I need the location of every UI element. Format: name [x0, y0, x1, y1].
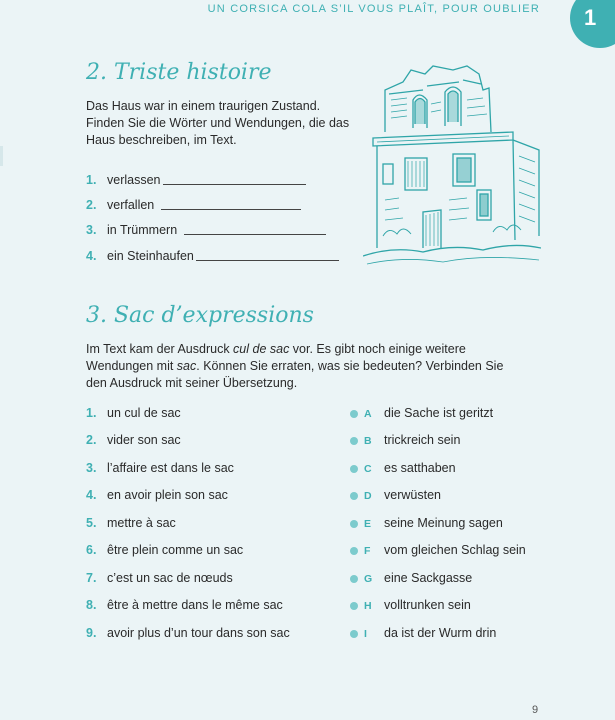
answer-blank[interactable]	[184, 234, 326, 235]
translation-letter: B	[364, 435, 372, 447]
expression-text: mettre à sac	[107, 516, 176, 530]
expression-text: l’affaire est dans le sac	[107, 461, 234, 475]
item-number: 9.	[86, 626, 97, 640]
section2-instruction: Das Haus war in einem traurigen Zustand. Finden Sie die Wörter und Wendungen, die das Haus beschreiben, im Text.	[86, 99, 350, 147]
bullet-dot[interactable]	[350, 410, 358, 418]
item-number: 1.	[86, 173, 97, 187]
expression-text: en avoir plein son sac	[107, 488, 228, 502]
translation-letter: G	[364, 573, 373, 585]
bullet-dot[interactable]	[350, 437, 358, 445]
expression-text: un cul de sac	[107, 406, 181, 420]
page-edge-mark	[0, 146, 3, 166]
translation-text: seine Meinung sagen	[384, 516, 503, 530]
instruction-emphasis: cul de sac	[233, 342, 290, 356]
bullet-dot[interactable]	[350, 547, 358, 555]
expression-text: être plein comme un sac	[107, 543, 244, 557]
translation-letter: E	[364, 518, 372, 530]
item-number: 5.	[86, 516, 97, 530]
translation-text: vom gleichen Schlag sein	[384, 543, 526, 557]
item-number: 4.	[86, 249, 97, 263]
chapter-number: 1	[584, 5, 597, 30]
translation-text: trickreich sein	[384, 433, 461, 447]
translation-letter: C	[364, 463, 372, 475]
expression-text: c’est un sac de nœuds	[107, 571, 233, 585]
instruction-text: Im Text kam der Ausdruck	[86, 342, 234, 356]
translation-letter: D	[364, 490, 372, 502]
translation-letter: I	[364, 628, 367, 640]
bullet-dot[interactable]	[350, 630, 358, 638]
translation-letter: A	[364, 408, 372, 420]
item-number: 3.	[86, 461, 97, 475]
item-text: verfallen	[107, 198, 155, 212]
item-number: 2.	[86, 433, 97, 447]
item-number: 2.	[86, 198, 97, 212]
page-number: 9	[532, 704, 539, 716]
translation-text: eine Sackgasse	[384, 571, 473, 585]
item-text: ein Steinhaufen	[107, 249, 194, 263]
expression-text: être à mettre dans le même sac	[107, 598, 283, 612]
translation-text: verwüsten	[384, 488, 441, 502]
answer-blank[interactable]	[161, 209, 301, 210]
chapter-tab	[570, 0, 615, 48]
bullet-dot[interactable]	[350, 520, 358, 528]
item-number: 7.	[86, 571, 97, 585]
answer-blank[interactable]	[196, 260, 339, 261]
instruction-emphasis: sac	[176, 359, 197, 373]
bullet-dot[interactable]	[350, 602, 358, 610]
expression-text: avoir plus d’un tour dans son sac	[107, 626, 290, 640]
section3-instruction	[86, 341, 512, 392]
section-title-sac-d-expressions: 3. Sac d’expressions	[86, 303, 314, 328]
item-text: verlassen	[107, 173, 161, 187]
item-number: 3.	[86, 223, 97, 237]
translation-text: es satthaben	[384, 461, 456, 475]
instruction-text: . Können Sie erraten, was sie bedeuten? Verbinden Sie den Ausdruck mit seiner Übersetzung.	[86, 359, 504, 390]
ruined-house-illustration	[363, 60, 541, 272]
instruction-text: vor. Es gibt noch einige weitere Wendungen mit	[86, 342, 466, 373]
bullet-dot[interactable]	[350, 575, 358, 583]
item-number: 6.	[86, 543, 97, 557]
item-number: 4.	[86, 488, 97, 502]
translation-text: volltrunken sein	[384, 598, 471, 612]
item-text: in Trümmern	[107, 223, 178, 237]
item-number: 1.	[86, 406, 97, 420]
answer-blank[interactable]	[163, 184, 306, 185]
section-title-triste-histoire: 2. Triste histoire	[86, 60, 272, 85]
translation-letter: H	[364, 600, 372, 612]
translation-text: da ist der Wurm drin	[384, 626, 497, 640]
running-head: UN CORSICA COLA S’IL VOUS PLAÎT, POUR OUBLIER	[207, 3, 540, 15]
translation-letter: F	[364, 545, 371, 557]
translation-text: die Sache ist geritzt	[384, 406, 494, 420]
bullet-dot[interactable]	[350, 465, 358, 473]
bullet-dot[interactable]	[350, 492, 358, 500]
item-number: 8.	[86, 598, 97, 612]
expression-text: vider son sac	[107, 433, 181, 447]
